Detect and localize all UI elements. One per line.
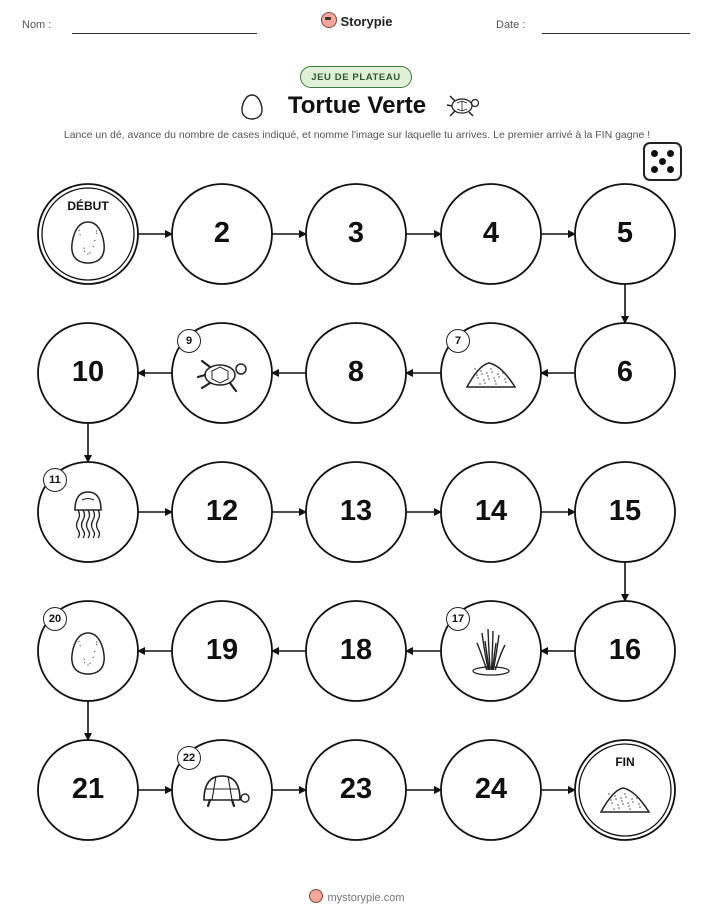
cell-number-badge: 11 [43,468,67,492]
cell-number-badge: 20 [43,607,67,631]
cell-number: 12 [205,495,239,527]
cell-number: 4 [482,217,500,249]
brand-text: Storypie [340,14,393,29]
cell-number: 6 [616,356,634,388]
game-tag: JEU DE PLATEAU [300,66,412,88]
cell-number: 13 [339,495,373,527]
instructions: Lance un dé, avance du nombre de cases indiqué, et nomme l'image sur laquelle tu arrives. Le premier arrivé à la FIN gagne ! [63,129,651,141]
cell-number-badge: 7 [446,329,470,353]
cell-number: 5 [616,217,634,249]
cell-number-badge: 17 [446,607,470,631]
footer [0,889,714,904]
date-label: Date : [496,19,526,31]
start-label: DÉBUT [67,199,109,213]
cell-number: 23 [339,773,373,805]
cell-number-badge: 22 [177,746,201,770]
cell-number: 3 [347,217,365,249]
cell-number: 10 [71,356,105,388]
storypie-logo-icon [309,889,323,903]
cell-number: 15 [608,495,642,527]
cell-number: 8 [347,356,365,388]
cell-number: 19 [205,634,239,666]
name-label: Nom : [22,19,52,31]
cell-number: 18 [339,634,373,666]
page-title: Tortue Verte [287,92,427,119]
cell-number: 14 [474,495,508,527]
cell-number-badge: 9 [177,329,201,353]
cell-number: 21 [71,773,105,805]
cell-number: 16 [608,634,642,666]
cell-number: 24 [474,773,508,805]
cell-number: 2 [213,217,231,249]
end-label: FIN [615,755,635,769]
footer-url[interactable]: mystorypie.com [327,892,405,904]
